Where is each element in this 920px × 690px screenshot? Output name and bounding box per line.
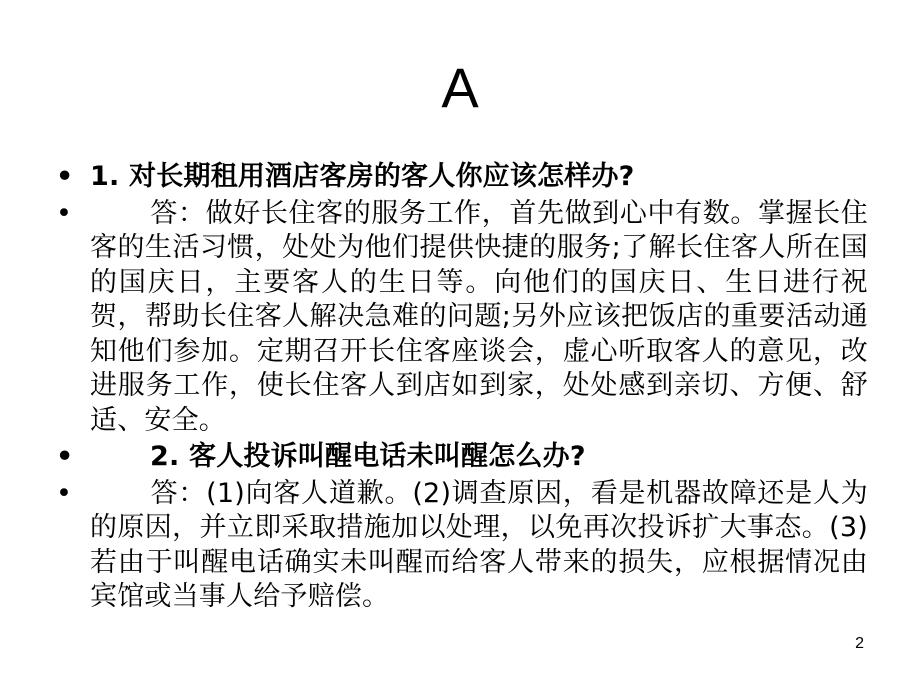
bullet-answer-1: [56, 197, 868, 439]
slide-title: A: [441, 56, 479, 119]
answer-text: 答：做好长住客的服务工作，首先做到心中有数。掌握长住客的生活习惯，处处为他们提供快捷的服务;了解长住客人所在国的国庆日，主要客人的生日等。向他们的国庆日、生日进行祝贺，帮助长住客人解决急难的问题;另外应该把饭店的重要活动通知他们参加。定期召开长住客座谈会，虚心听取客人的意见，改进服务工作，使长住客人到店如到家，处处感到亲切、方便、舒适、安全。: [90, 197, 868, 436]
bullet-answer-2: [56, 477, 868, 615]
bullet-icon: •: [56, 477, 73, 509]
question-text: 2. 客人投诉叫醒电话未叫醒怎么办?: [150, 441, 586, 472]
bullet-icon: •: [56, 441, 74, 472]
question-text: 1. 对长期租用酒店客房的客人你应该怎样办?: [90, 161, 635, 192]
bullet-list: [56, 160, 868, 615]
bullet-icon: •: [56, 197, 73, 229]
bullet-question-1: [56, 160, 868, 195]
bullet-icon: •: [56, 161, 74, 192]
bullet-question-2: [56, 440, 868, 475]
answer-text: 答：(1)向客人道歉。(2)调查原因，看是机器故障还是人为的原因，并立即采取措施加以处理，以免再次投诉扩大事态。(3)若由于叫醒电话确实未叫醒而给客人带来的损失，应根据情况由宾馆或当事人给予赔偿。: [90, 477, 868, 612]
page-number: 2: [855, 635, 864, 652]
